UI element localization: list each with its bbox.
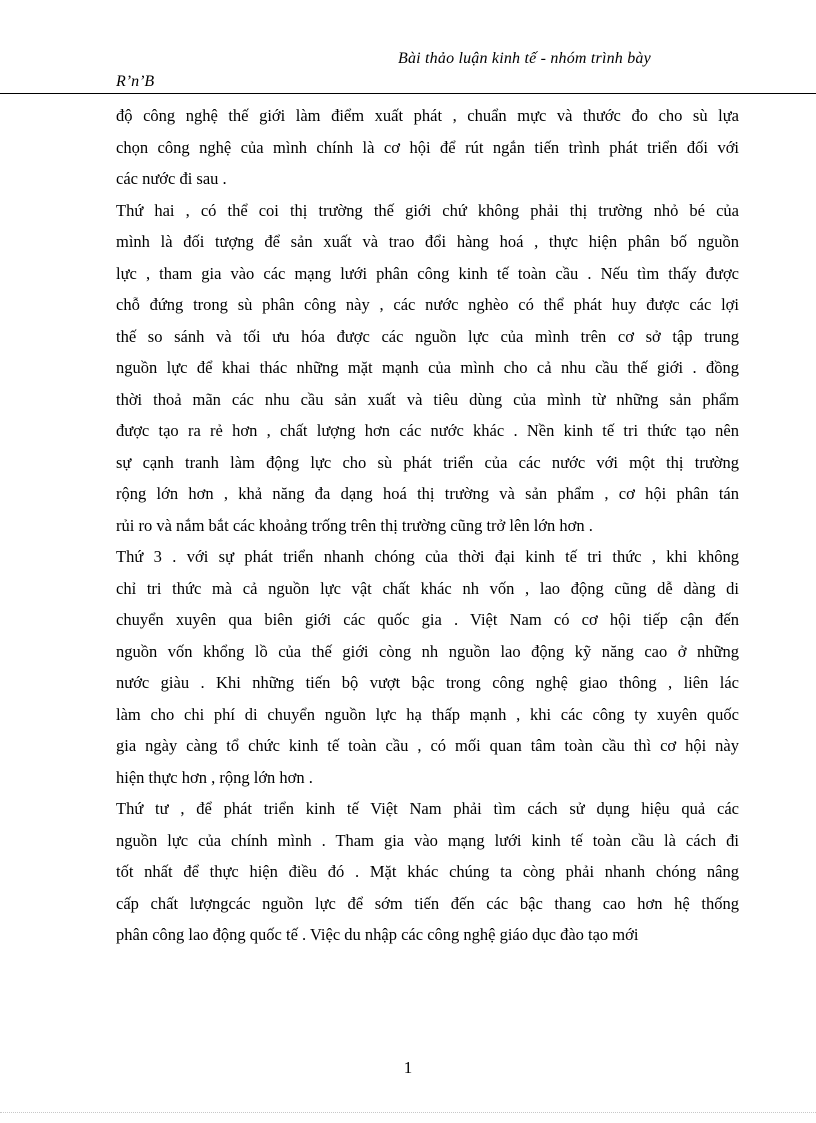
text-line: độ công nghệ thế giới làm điểm xuất phát , chuẩn mực và thước đo cho sù lựa [116,106,739,125]
text-line: được tạo ra rẻ hơn , chất lượng hơn các nước khác . Nền kinh tế tri thức tạo nên [116,421,739,440]
body-text [116,100,739,951]
text-line: lực , tham gia vào các mạng lưới phân công kinh tế toàn cầu . Nếu tìm thấy được [116,263,739,283]
header-title: Bài thảo luận kinh tế - nhóm trình bày [398,50,651,67]
text-line: rộng lớn hơn , khả năng đa dạng hoá thị trường và sản phẩm , cơ hội phân tán [116,484,739,503]
header-divider [0,93,816,94]
header-author: R’n’B [116,73,155,90]
text-line: phân công lao động quốc tế . Việc du nhập các công nghệ giáo dục đào tạo mới [116,925,639,944]
text-line: nguồn vốn khổng lồ của thế giới còng nh nguồn lao động kỹ năng cao ở những [116,641,739,661]
text-line: Thứ 3 . với sự phát triển nhanh chóng của thời đại kinh tế tri thức , khi không [116,547,739,566]
text-line: sự cạnh tranh làm động lực cho sù phát triển của các nước với một thị trường [116,452,739,472]
text-line: cấp chất lượngcác nguồn lực để sớm tiến đến các bậc thang cao hơn hệ thống [116,893,739,913]
text-line: Thứ tư , để phát triển kinh tế Việt Nam phải tìm cách sử dụng hiệu quả các [116,799,739,818]
text-line: Thứ hai , có thể coi thị trường thế giới chứ không phải thị trường nhỏ bé của [116,200,739,220]
text-line: nước giàu . Khi những tiến bộ vượt bậc trong công nghệ giao thông , liên lác [116,673,739,692]
text-line: hiện thực hơn , rộng lớn hơn . [116,767,313,787]
page-number: 1 [403,1058,413,1077]
text-line: thời thoả mãn các nhu cầu sản xuất và tiêu dùng của mình từ những sản phẩm [116,389,739,409]
text-line: nguồn lực của chính mình . Tham gia vào mạng lưới kinh tế toàn cầu là cách đi [116,830,739,850]
text-line: tốt nhất để thực hiện điều đó . Mặt khác chúng ta còng phải nhanh chóng nâng [116,862,739,881]
text-line: chỗ đứng trong sù phân công này , các nước nghèo có thể phát huy được các lợi [116,295,739,314]
text-line: mình là đối tượng để sản xuất và trao đổi hàng hoá , thực hiện phân bố nguồn [116,232,739,251]
text-line: gia ngày càng tổ chức kinh tế toàn cầu , có mối quan tâm toàn cầu thì cơ hội này [116,736,739,755]
footer-divider [0,1112,816,1113]
text-line: chỉ tri thức mà cả nguồn lực vật chất khác nh vốn , lao động cũng dễ dàng di [116,578,739,598]
text-line: làm cho chi phí di chuyển nguồn lực hạ thấp mạnh , khi các công ty xuyên quốc [116,704,739,724]
text-line: chọn công nghệ của mình chính là cơ hội để rút ngắn tiến trình phát triển đối với [116,137,739,157]
text-line: thế so sánh và tối ưu hóa được các nguồn lực của mình trên cơ sở tập trung [116,326,739,346]
text-line: nguồn lực để khai thác những mặt mạnh của mình cho cả nhu cầu thế giới . đồng [116,358,739,377]
text-line: rủi ro và nắm bắt các khoảng trống trên thị trường cũng trở lên lớn hơn . [116,515,593,535]
text-line: các nước đi sau . [116,169,227,188]
text-line: chuyển xuyên qua biên giới các quốc gia . Việt Nam có cơ hội tiếp cận đến [116,610,739,629]
